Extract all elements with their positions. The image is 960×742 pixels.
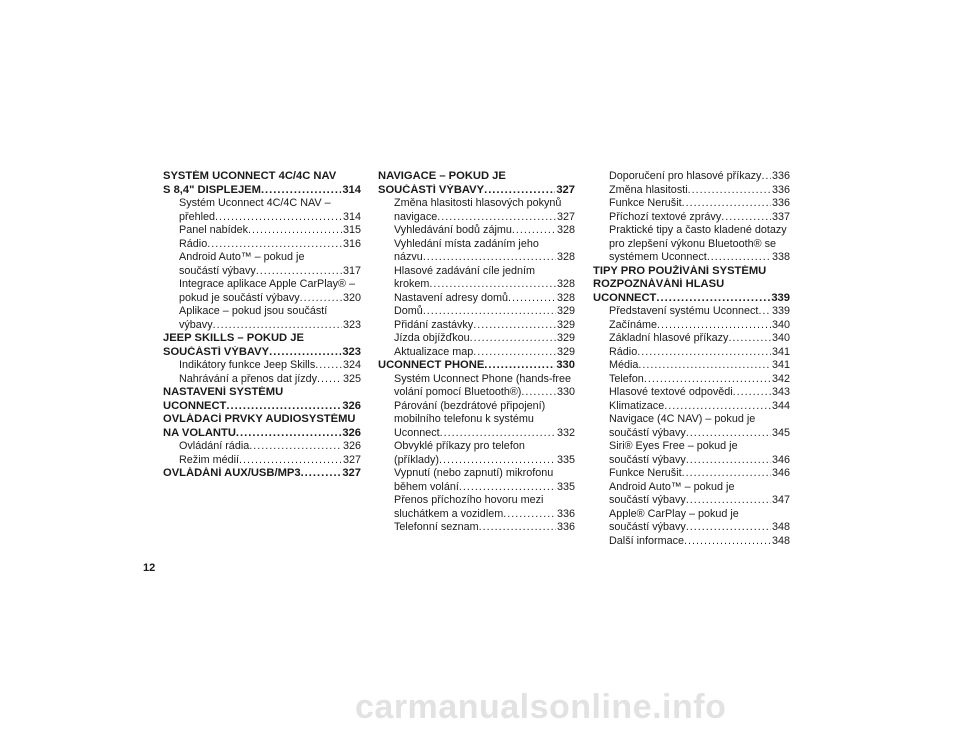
dot-leader: [269, 346, 341, 360]
toc-entry-title: Hlasové zadávání cíle jedním: [394, 264, 536, 277]
toc-entry-title: SOUČÁSTÍ VÝBAVY: [163, 345, 270, 358]
toc-subsection-entry[interactable]: [593, 346, 790, 360]
toc-entry-title: Nahrávání a přenos dat jízdy: [179, 372, 318, 385]
toc-page-number: 323: [342, 318, 361, 331]
toc-page-number: 342: [771, 372, 790, 385]
dot-leader: [248, 224, 342, 238]
toc-entry-title: přehled: [179, 210, 216, 223]
dot-leader: [682, 197, 771, 211]
toc-entry-title: Android Auto™ – pokud je: [609, 480, 735, 493]
toc-entry-title: volání pomocí Bluetooth®): [394, 386, 522, 398]
toc-entry-title: součástí výbavy: [179, 264, 256, 277]
toc-entry-title: Obvyklé příkazy pro telefon: [394, 440, 525, 452]
toc-entry-title: TIPY PRO POUŽÍVÁNÍ SYSTÉMU: [593, 264, 767, 277]
toc-subsection-entry[interactable]: [593, 359, 790, 373]
toc-subsection-entry[interactable]: [163, 197, 361, 224]
dot-leader: [213, 319, 342, 333]
dot-leader: [423, 251, 556, 265]
toc-entry-title: OVLÁDÁNÍ AUX/USB/MP3: [163, 467, 301, 479]
toc-page-number: 347: [771, 494, 790, 506]
toc-entry-title: ROZPOZNÁVÁNÍ HLASU: [593, 278, 725, 290]
toc-entry-title: součástí výbavy: [609, 521, 686, 533]
toc-entry-title: Příchozí textové zprávy: [609, 210, 722, 223]
toc-subsection-entry[interactable]: [378, 319, 575, 333]
toc-entry-title: navigace: [394, 210, 438, 223]
toc-subsection-entry[interactable]: [593, 481, 790, 508]
toc-subsection-entry[interactable]: [593, 224, 790, 265]
dot-leader: [682, 467, 771, 481]
toc-subsection-entry[interactable]: [378, 467, 575, 494]
toc-subsection-entry[interactable]: [163, 238, 361, 252]
toc-subsection-entry[interactable]: [378, 332, 575, 346]
toc-page-number: 332: [556, 426, 575, 439]
toc-subsection-entry[interactable]: [163, 440, 361, 454]
toc-page-number: 329: [556, 345, 575, 358]
toc-subsection-entry[interactable]: [593, 184, 790, 198]
toc-subsection-entry[interactable]: [163, 359, 361, 373]
toc-page-number: 336: [771, 197, 790, 209]
toc-entry-title: Vyhledávání bodů zájmu: [394, 224, 512, 236]
dot-leader: [686, 494, 771, 508]
toc-entry-title: Indikátory funkce Jeep Skills: [179, 359, 316, 371]
dot-leader: [301, 467, 342, 481]
toc-entry-title: součástí výbavy: [609, 494, 686, 506]
toc-subsection-entry[interactable]: [378, 224, 575, 238]
toc-subsection-entry[interactable]: [593, 508, 790, 535]
toc-page-number: 327: [342, 467, 361, 479]
toc-entry-title: UCONNECT: [593, 291, 657, 304]
toc-entry-title: Panel nabídek: [179, 224, 249, 236]
toc-subsection-entry[interactable]: [163, 373, 361, 387]
toc-page-number: 326: [342, 426, 361, 439]
toc-subsection-entry[interactable]: [163, 278, 361, 305]
dot-leader: [638, 359, 771, 373]
toc-entry-title: Vyhledání místa zadáním jeho: [394, 237, 539, 250]
toc-entry-title: Přenos příchozího hovoru mezi: [394, 494, 544, 506]
toc-entry-title: Telefonní seznam: [394, 521, 479, 533]
watermark: carmanualsonline.info: [355, 688, 727, 726]
toc-entry-title: Siri® Eyes Free – pokud je: [609, 440, 738, 452]
toc-page-number: 335: [556, 480, 575, 493]
toc-page-number: 341: [771, 359, 790, 371]
toc-entry-title: Funkce Nerušit: [609, 197, 682, 209]
toc-subsection-entry[interactable]: [593, 386, 790, 400]
toc-page-number: 339: [771, 305, 790, 317]
toc-section-entry[interactable]: [163, 170, 361, 197]
toc-page-number: 327: [556, 183, 575, 196]
dot-leader: [664, 400, 771, 414]
toc-page-number: 337: [771, 210, 790, 223]
dot-leader: [236, 427, 341, 441]
dot-leader: [484, 184, 555, 198]
dot-leader: [761, 170, 771, 184]
toc-subsection-entry[interactable]: [378, 238, 575, 265]
dot-leader: [315, 359, 342, 373]
toc-entry-title: během volání: [394, 480, 459, 493]
toc-entry-title: Párování (bezdrátové připojení): [394, 399, 546, 412]
toc-subsection-entry[interactable]: [378, 265, 575, 292]
toc-section-entry[interactable]: [378, 170, 575, 197]
toc-page-number: 346: [771, 467, 790, 479]
dot-leader: [459, 481, 556, 495]
toc-entry-title: názvu: [394, 251, 423, 263]
toc-page-number: 348: [771, 534, 790, 547]
toc-column-1: [163, 170, 361, 481]
toc-subsection-entry[interactable]: [593, 197, 790, 211]
toc-entry-title: krokem: [394, 278, 430, 290]
toc-subsection-entry[interactable]: [378, 373, 575, 400]
toc-entry-title: Ovládání rádia: [179, 440, 250, 452]
dot-leader: [470, 332, 556, 346]
toc-section-entry[interactable]: [163, 413, 361, 440]
toc-subsection-entry[interactable]: [593, 319, 790, 333]
dot-leader: [473, 319, 556, 333]
toc-subsection-entry[interactable]: [378, 346, 575, 360]
toc-entry-title: Změna hlasitosti hlasových pokynů: [394, 197, 562, 209]
toc-subsection-entry[interactable]: [593, 467, 790, 481]
dot-leader: [684, 535, 771, 549]
toc-entry-title: výbavy: [179, 318, 213, 331]
toc-page-number: 320: [342, 291, 361, 304]
toc-page-number: 329: [556, 332, 575, 344]
dot-leader: [207, 238, 342, 252]
toc-page-number: 340: [771, 332, 790, 344]
toc-page-number: 343: [771, 386, 790, 398]
toc-page-number: 335: [556, 453, 575, 466]
toc-page-number: 330: [556, 386, 575, 398]
toc-column-2: [378, 170, 575, 535]
dot-leader: [656, 292, 770, 306]
toc-page-number: 346: [771, 453, 790, 466]
toc-subsection-entry[interactable]: [593, 332, 790, 346]
toc-subsection-entry[interactable]: [593, 440, 790, 467]
toc-entry-title: součástí výbavy: [609, 426, 686, 439]
toc-entry-title: Hlasové textové odpovědi: [609, 386, 733, 398]
toc-entry-title: Vypnutí (nebo zapnutí) mikrofonu: [394, 467, 554, 479]
toc-subsection-entry[interactable]: [378, 292, 575, 306]
toc-page-number: 348: [771, 521, 790, 533]
dot-leader: [686, 427, 771, 441]
dot-leader: [317, 373, 342, 387]
page-number: 12: [143, 562, 156, 574]
toc-page-number: 316: [342, 237, 361, 250]
toc-entry-title: pro zlepšení výkonu Bluetooth® se: [609, 237, 777, 250]
dot-leader: [300, 292, 342, 306]
dot-leader: [733, 386, 771, 400]
toc-page-number: 338: [771, 251, 790, 263]
toc-entry-title: Rádio: [179, 237, 208, 250]
toc-page-number: 328: [556, 291, 575, 304]
dot-leader: [429, 278, 556, 292]
dot-leader: [437, 211, 556, 225]
toc-page-number: 328: [556, 224, 575, 236]
toc-entry-title: Média: [609, 359, 639, 371]
toc-entry-title: (příklady): [394, 453, 439, 466]
dot-leader: [508, 292, 556, 306]
toc-entry-title: NASTAVENÍ SYSTÉMU: [163, 386, 284, 398]
toc-entry-title: Domů: [394, 305, 423, 317]
toc-entry-title: Integrace aplikace Apple CarPlay® –: [179, 278, 356, 290]
dot-leader: [440, 427, 556, 441]
toc-entry-title: Systém Uconnect 4C/4C NAV –: [179, 197, 331, 209]
toc-page-number: 323: [342, 345, 361, 358]
toc-entry-title: systémem Uconnect: [609, 251, 707, 263]
dot-leader: [758, 305, 771, 319]
toc-page-number: 326: [342, 440, 361, 452]
toc-page-number: 327: [556, 210, 575, 223]
toc-entry-title: Praktické tipy a často kladené dotazy: [609, 224, 787, 236]
toc-subsection-entry[interactable]: [593, 535, 790, 549]
toc-subsection-entry[interactable]: [593, 373, 790, 387]
dot-leader: [707, 251, 771, 265]
dot-leader: [261, 184, 341, 198]
toc-entry-title: Telefon: [609, 372, 644, 385]
toc-section-entry[interactable]: [163, 332, 361, 359]
toc-section-entry[interactable]: [163, 467, 361, 481]
toc-entry-title: Další informace: [609, 534, 685, 547]
toc-entry-title: NA VOLANTU: [163, 426, 236, 439]
toc-page-number: 336: [771, 183, 790, 196]
toc-section-entry[interactable]: [593, 265, 790, 306]
toc-entry-title: Doporučení pro hlasové příkazy: [609, 170, 762, 182]
toc-entry-title: UCONNECT PHONE: [378, 359, 485, 371]
toc-page-number: 336: [771, 170, 790, 182]
toc-page-number: 328: [556, 251, 575, 263]
toc-entry-title: Začínáme: [609, 318, 658, 331]
toc-subsection-entry[interactable]: [378, 440, 575, 467]
toc-column-3: [593, 170, 790, 548]
toc-page-number: 329: [556, 305, 575, 317]
toc-subsection-entry[interactable]: [378, 521, 575, 535]
toc-subsection-entry[interactable]: [593, 413, 790, 440]
toc-subsection-entry[interactable]: [593, 305, 790, 319]
toc-page-number: 327: [342, 453, 361, 466]
dot-leader: [439, 454, 556, 468]
toc-entry-title: JEEP SKILLS – POKUD JE: [163, 332, 304, 344]
dot-leader: [657, 319, 771, 333]
toc-entry-title: Funkce Nerušit: [609, 467, 682, 479]
toc-page-number: 326: [342, 399, 361, 412]
dot-leader: [728, 332, 771, 346]
dot-leader: [423, 305, 556, 319]
dot-leader: [512, 224, 556, 238]
toc-page-number: 315: [342, 224, 361, 236]
toc-entry-title: sluchátkem a vozidlem: [394, 507, 504, 520]
dot-leader: [239, 454, 342, 468]
toc-subsection-entry[interactable]: [163, 454, 361, 468]
toc-page-number: 317: [342, 264, 361, 277]
toc-entry-title: UCONNECT: [163, 399, 227, 412]
dot-leader: [688, 184, 771, 198]
toc-page-number: 345: [771, 426, 790, 439]
toc-entry-title: OVLÁDACÍ PRVKY AUDIOSYSTÉMU: [163, 413, 356, 425]
toc-subsection-entry[interactable]: [378, 494, 575, 521]
dot-leader: [721, 211, 771, 225]
toc-entry-title: Nastavení adresy domů: [394, 291, 509, 304]
toc-page-number: 329: [556, 318, 575, 331]
dot-leader: [637, 346, 771, 360]
toc-page-number: 341: [771, 345, 790, 358]
toc-subsection-entry[interactable]: [378, 305, 575, 319]
dot-leader: [484, 359, 555, 373]
toc-entry-title: NAVIGACE – POKUD JE: [378, 170, 506, 182]
toc-page-number: 314: [342, 183, 361, 196]
toc-entry-title: SOUČÁSTÍ VÝBAVY: [378, 183, 485, 196]
toc-page-number: 339: [771, 291, 790, 304]
dot-leader: [521, 386, 556, 400]
toc-subsection-entry[interactable]: [378, 197, 575, 224]
dot-leader: [503, 508, 556, 522]
toc-entry-title: Aktualizace map: [394, 345, 474, 358]
dot-leader: [686, 521, 771, 535]
toc-entry-title: Apple® CarPlay – pokud je: [609, 507, 739, 520]
toc-subsection-entry[interactable]: [593, 400, 790, 414]
toc-entry-title: pokud je součástí výbavy: [179, 291, 300, 304]
toc-page-number: 325: [342, 372, 361, 385]
dot-leader: [226, 400, 341, 414]
toc-page-number: 344: [771, 399, 790, 412]
dot-leader: [644, 373, 771, 387]
toc-entry-title: Uconnect: [394, 426, 440, 439]
toc-entry-title: Systém Uconnect Phone (hands-free: [394, 372, 572, 385]
toc-page-number: 328: [556, 278, 575, 290]
dot-leader: [473, 346, 556, 360]
toc-page-number: 336: [556, 507, 575, 520]
toc-entry-title: součástí výbavy: [609, 453, 686, 466]
toc-entry-title: Změna hlasitosti: [609, 183, 688, 196]
toc-subsection-entry[interactable]: [163, 305, 361, 332]
toc-section-entry[interactable]: [163, 386, 361, 413]
dot-leader: [215, 211, 342, 225]
toc-entry-title: Navigace (4C NAV) – pokud je: [609, 413, 756, 425]
toc-entry-title: Přidání zastávky: [394, 318, 474, 331]
dot-leader: [479, 521, 556, 535]
toc-entry-title: Základní hlasové příkazy: [609, 332, 729, 344]
dot-leader: [249, 440, 342, 454]
toc-subsection-entry[interactable]: [163, 224, 361, 238]
toc-page-number: 330: [556, 359, 575, 371]
toc-entry-title: Android Auto™ – pokud je: [179, 251, 305, 263]
dot-leader: [686, 454, 771, 468]
toc-entry-title: SYSTÉM UCONNECT 4C/4C NAV: [163, 170, 337, 182]
toc-page-number: 314: [342, 210, 361, 223]
toc-entry-title: Představení systému Uconnect: [609, 305, 759, 317]
toc-page-number: 324: [342, 359, 361, 371]
toc-entry-title: Režim médií: [179, 453, 239, 466]
toc-section-entry[interactable]: [378, 359, 575, 373]
toc-subsection-entry[interactable]: [378, 400, 575, 441]
toc-subsection-entry[interactable]: [593, 211, 790, 225]
toc-entry-title: Aplikace – pokud jsou součástí: [179, 305, 328, 317]
toc-page-number: 336: [556, 521, 575, 533]
toc-subsection-entry[interactable]: [593, 170, 790, 184]
toc-entry-title: Klimatizace: [609, 399, 665, 412]
toc-entry-title: mobilního telefonu k systému: [394, 413, 534, 425]
dot-leader: [256, 265, 342, 279]
toc-page-number: 340: [771, 318, 790, 331]
toc-entry-title: Rádio: [609, 345, 638, 358]
toc-subsection-entry[interactable]: [163, 251, 361, 278]
toc-entry-title: Jízda objížďkou: [394, 332, 470, 344]
toc-entry-title: S 8,4" DISPLEJEM: [163, 183, 261, 196]
